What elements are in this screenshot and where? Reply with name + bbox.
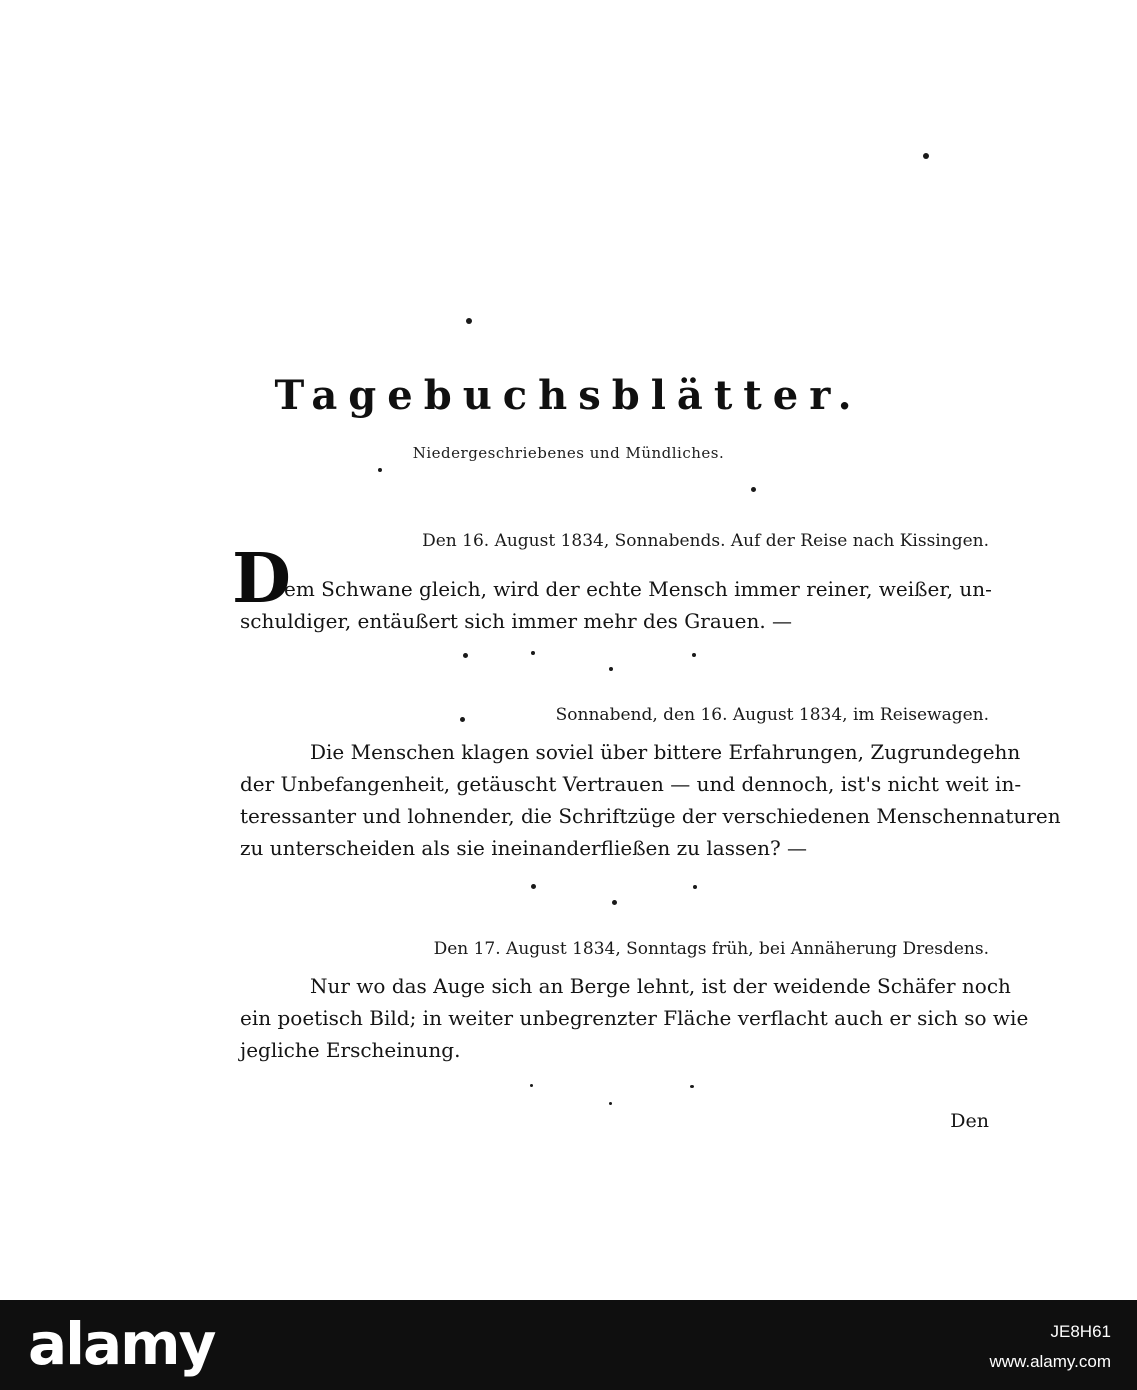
text-line: ein poetisch Bild; in weiter unbegrenzter Fläche verflacht auch er sich so wie [240,1006,1029,1030]
scan-speck [531,884,536,889]
brand-logo: alamy [28,1310,215,1378]
scan-speck [466,318,472,324]
text-line: der Unbefangenheit, getäuscht Vertrauen — und dennoch, ist's nicht weit in- [240,772,1022,796]
drop-cap: D [232,539,291,619]
entry-dateline: Den 17. August 1834, Sonntags früh, bei Annäherung Dresdens. [433,939,989,959]
scan-speck [693,885,697,889]
entry-dateline: Den 16. August 1834, Sonnabends. Auf der Reise nach Kissingen. [422,531,989,551]
scan-speck [692,653,696,657]
scan-speck [460,717,465,722]
text-line: schuldiger, entäußert sich immer mehr des Grauen. — [240,609,793,633]
scan-speck [531,651,535,655]
text-line: zu unterscheiden als sie ineinanderfließen zu lassen? — [240,836,808,860]
scan-speck [609,1102,612,1105]
page-title: Tagebuchsblätter. [274,372,863,419]
scan-speck [690,1085,694,1088]
site-url: www.alamy.com [989,1352,1111,1371]
entry-text [240,736,1061,864]
text-line: Nur wo das Auge sich an Berge lehnt, ist der weidende Schäfer noch [310,974,1011,998]
scan-speck [923,153,929,159]
scan-speck [609,667,613,671]
scan-speck [612,900,617,905]
scan-speck [751,487,756,492]
entry-text [240,573,990,637]
watermark-footer [0,1300,1137,1390]
entry-dateline: Sonnabend, den 16. August 1834, im Reisewagen. [555,705,989,725]
entry-text [240,970,1029,1066]
text-line: teressanter und lohnender, die Schriftzüge der verschiedenen Menschennaturen [240,804,1061,828]
text-line: em Schwane gleich, wird der echte Mensch immer reiner, weißer, un- [284,577,992,601]
image-id-label: JE8H61 [1050,1322,1111,1341]
page-subtitle: Niedergeschriebenes und Mündliches. [412,444,725,462]
catchword: Den [950,1110,989,1132]
scan-speck [463,653,468,658]
text-line: jegliche Erscheinung. [240,1038,461,1062]
scan-speck [378,468,382,472]
text-line: Die Menschen klagen soviel über bittere Erfahrungen, Zugrundegehn [310,740,1021,764]
scan-speck [530,1084,533,1087]
